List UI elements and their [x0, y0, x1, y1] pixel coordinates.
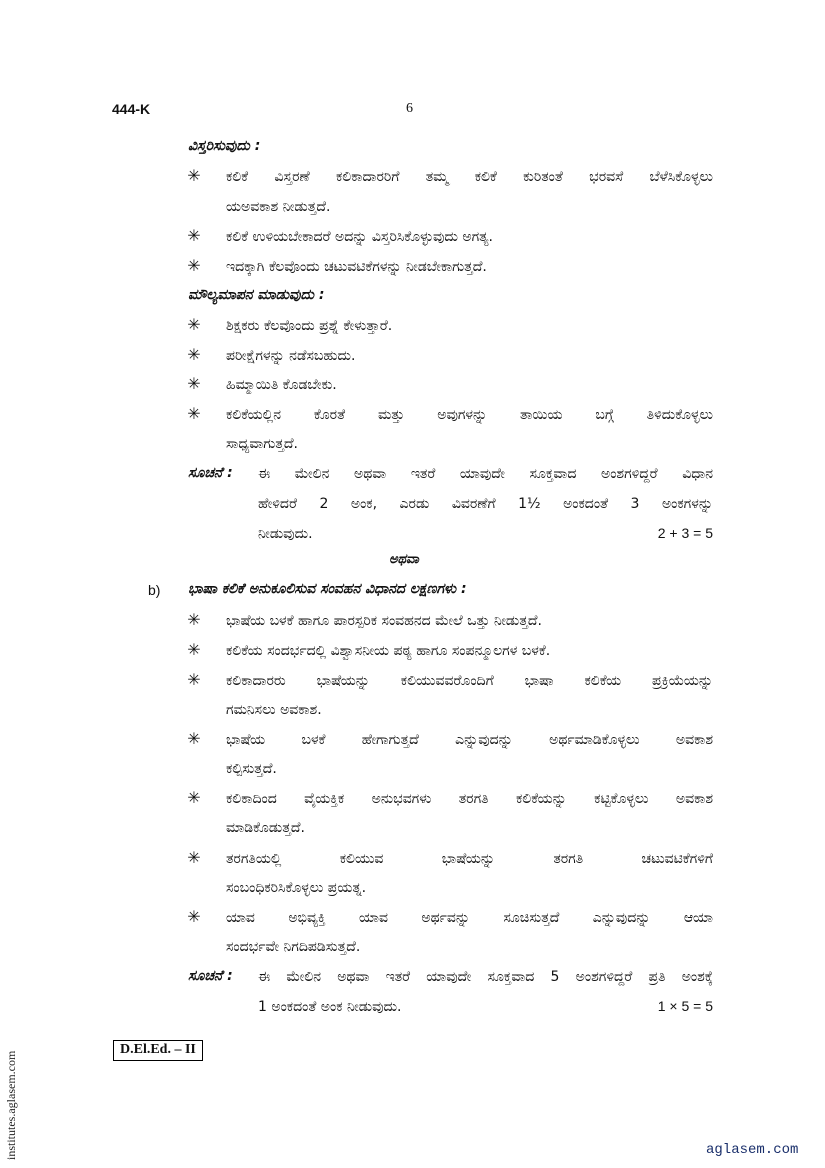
bullet-icon: ✳	[187, 670, 201, 689]
note-text: ನೀಡುವುದು.	[258, 526, 313, 542]
heading-communicative-approach: ಭಾಷಾ ಕಲಿಕೆ ಅನುಕೂಲಿಸುವ ಸಂವಹನ ವಿಧಾನದ ಲಕ್ಷಣಗಳು :	[188, 581, 467, 597]
list-item: ಭಾಷೆಯ ಬಳಕೆ ಹೇಗಾಗುತ್ತದೆ ಎನ್ನುವುದನ್ನು ಅರ್ಥಮಾಡಿಕೊಳ್ಳಲು ಅವಕಾಶ	[226, 732, 713, 748]
note-text: ಈ ಮೇಲಿನ ಅಥವಾ ಇತರೆ ಯಾವುದೇ ಸೂಕ್ತವಾದ ಅಂಶಗಳಿದ್ದರೆ ವಿಧಾನ	[258, 466, 713, 482]
bullet-icon: ✳	[187, 345, 201, 364]
bullet-icon: ✳	[187, 404, 201, 423]
bullet-icon: ✳	[187, 256, 201, 275]
bullet-icon: ✳	[187, 610, 201, 629]
list-item: ಶಿಕ್ಷಕರು ಕೆಲವೊಂದು ಪ್ರಶ್ನೆ ಕೇಳುತ್ತಾರೆ.	[226, 318, 393, 334]
bullet-icon: ✳	[187, 374, 201, 393]
list-item-continuation: ಕಲ್ಪಿಸುತ್ತದೆ.	[226, 761, 277, 777]
bullet-icon: ✳	[187, 907, 201, 926]
list-item-continuation: ಗಮನಿಸಲು ಅವಕಾಶ.	[226, 702, 322, 718]
list-item: ಕಲಿಕೆಯ ಸಂದರ್ಭದಲ್ಲಿ ವಿಶ್ವಾಸನೀಯ ಪಠ್ಯ ಹಾಗೂ ಸಂಪನ್ಮೂಲಗಳ ಬಳಕೆ.	[226, 643, 551, 659]
list-item: ಕಲಿಕೆಯಲ್ಲಿನ ಕೊರತೆ ಮತ್ತು ಅವುಗಳನ್ನು ತಾಯಿಯ ಬಗ್ಗೆ ತಿಳಿದುಕೊಳ್ಳಲು	[226, 407, 713, 423]
paper-code: 444-K	[112, 101, 151, 117]
note-label: ಸೂಚನೆ :	[188, 465, 233, 481]
list-item-continuation: ಮಾಡಿಕೊಡುತ್ತದೆ.	[226, 820, 305, 836]
list-item: ತರಗತಿಯಲ್ಲಿ ಕಲಿಯುವ ಭಾಷೆಯನ್ನು ತರಗತಿ ಚಟುವಟಿಕೆಗಳಿಗೆ	[226, 851, 713, 867]
list-item: ಭಾಷೆಯ ಬಳಕೆ ಹಾಗೂ ಪಾರಸ್ಪರಿಕ ಸಂವಹನದ ಮೇಲೆ ಒತ್ತು ನೀಡುತ್ತದೆ.	[226, 613, 542, 629]
note-label: ಸೂಚನೆ :	[188, 968, 233, 984]
list-item: ಕಲಿಕಾದಿಂದ ವೈಯಕ್ತಿಕ ಅನುಭವಗಳು ತರಗತಿ ಕಲಿಕೆಯನ್ನು ಕಟ್ಟಿಕೊಳ್ಳಲು ಅವಕಾಶ	[226, 791, 713, 807]
bullet-icon: ✳	[187, 729, 201, 748]
list-item-continuation: ಸಾಧ್ಯವಾಗುತ್ತದೆ.	[226, 436, 298, 452]
list-item: ಪರೀಕ್ಷೆಗಳನ್ನು ನಡೆಸಬಹುದು.	[226, 348, 356, 364]
bullet-icon: ✳	[187, 166, 201, 185]
list-item: ಯಾವ ಅಭಿವ್ಯಕ್ತಿ ಯಾವ ಅರ್ಥವನ್ನು ಸೂಚಿಸುತ್ತದೆ ಎನ್ನುವುದನ್ನು ಆಯಾ	[226, 910, 713, 926]
page-number: 6	[406, 101, 413, 116]
side-watermark: institutes.aglasem.com	[4, 1050, 18, 1160]
list-item: ಕಲಿಕೆ ವಿಸ್ತರಣೆ ಕಲಿಕಾದಾರರಿಗೆ ತಮ್ಮ ಕಲಿಕೆ ಕುರಿತಂತೆ ಭರವಸೆ ಬೆಳೆಸಿಕೊಳ್ಳಲು	[226, 169, 713, 185]
marks-distribution: 2 + 3 = 5	[657, 525, 713, 541]
bullet-icon: ✳	[187, 640, 201, 659]
heading-evaluation: ಮೌಲ್ಯಮಾಪನ ಮಾಡುವುದು :	[188, 287, 325, 303]
bullet-icon: ✳	[187, 788, 201, 807]
note-text: 1 ಅಂಕದಂತೆ ಅಂಕ ನೀಡುವುದು.	[258, 999, 402, 1015]
list-item-continuation: ಸಂಬಂಧಿಕರಿಸಿಕೊಳ್ಳಲು ಪ್ರಯತ್ನ.	[226, 880, 367, 896]
list-item: ಇದಕ್ಕಾಗಿ ಕೆಲವೊಂದು ಚಟುವಟಿಕೆಗಳನ್ನು ನೀಡಬೇಕಾಗುತ್ತದೆ.	[226, 259, 487, 275]
or-divider: ಅಥವಾ	[389, 552, 419, 567]
list-item-continuation: ಯಅವಕಾಶ ನೀಡುತ್ತದೆ.	[226, 199, 331, 215]
list-item: ಕಲಿಕಾದಾರರು ಭಾಷೆಯನ್ನು ಕಲಿಯುವವರೊಂದಿಗೆ ಭಾಷಾ ಕಲಿಕೆಯ ಪ್ರಕ್ರಿಯೆಯನ್ನು	[226, 673, 713, 689]
brand-watermark: aglasem.com	[706, 1142, 799, 1158]
list-item-continuation: ಸಂದರ್ಭವೇ ನಿಗದಿಪಡಿಸುತ್ತದೆ.	[226, 939, 361, 955]
question-label: b)	[148, 582, 161, 598]
marks-distribution: 1 × 5 = 5	[657, 998, 713, 1014]
bullet-icon: ✳	[187, 226, 201, 245]
bullet-icon: ✳	[187, 848, 201, 867]
note-text: ಹೇಳಿದರೆ 2 ಅಂಕ, ಎರಡು ವಿವರಣೆಗೆ 1½ ಅಂಕದಂತೆ 3 ಅಂಕಗಳನ್ನು	[258, 496, 713, 512]
list-item: ಕಲಿಕೆ ಉಳಿಯಬೇಕಾದರೆ ಅದನ್ನು ವಿಸ್ತರಿಸಿಕೊಳ್ಳುವುದು ಅಗತ್ಯ.	[226, 229, 493, 245]
note-text: ಈ ಮೇಲಿನ ಅಥವಾ ಇತರೆ ಯಾವುದೇ ಸೂಕ್ತವಾದ 5 ಅಂಶಗಳಿದ್ದರೆ ಪ್ರತಿ ಅಂಶಕ್ಕೆ	[258, 969, 713, 985]
heading-expansion: ವಿಸ್ತರಿಸುವುದು :	[188, 138, 261, 154]
course-label: D.El.Ed. – II	[113, 1040, 203, 1061]
list-item: ಹಿಮ್ಮಾಯಿತಿ ಕೊಡಬೇಕು.	[226, 377, 337, 393]
bullet-icon: ✳	[187, 315, 201, 334]
